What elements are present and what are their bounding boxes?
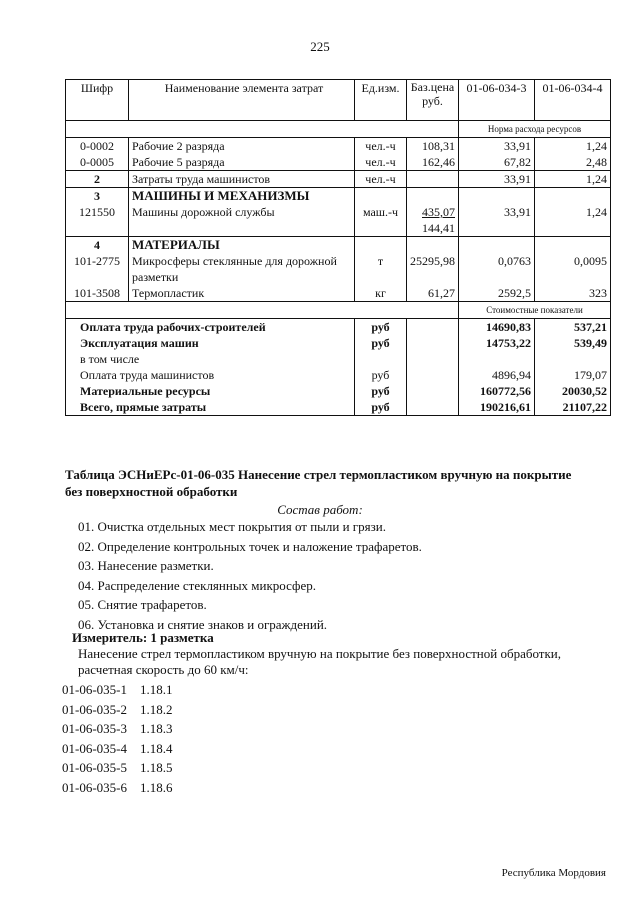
summary-row: Материальные ресурсы руб 160772,56 20030,52: [66, 383, 611, 399]
footer-region: Республика Мордовия: [501, 867, 606, 879]
header-col1: 01-06-034-3: [459, 80, 535, 121]
description: Нанесение стрел термопластиком вручную на покрытие без поверхностной обработки, расчетная скорость до 60 км/ч:: [78, 646, 561, 677]
section-heading: 3 МАШИНЫ И МЕХАНИЗМЫ: [66, 188, 611, 205]
list-item: 01-06-035-4 1.18.4: [62, 740, 173, 756]
list-item: 01-06-035-3 1.18.3: [62, 721, 173, 736]
resource-table: [65, 79, 611, 416]
table-row: 2 Затраты труда машинистов чел.-ч 33,91 1,24: [66, 171, 611, 188]
list-item: 02. Определение контрольных точек и наложение трафаретов.: [78, 538, 422, 554]
list-item: 01-06-035-2 1.18.2: [62, 701, 173, 717]
table-row: 121550 Машины дорожной службы маш.-ч 435,07 144,41 33,91 1,24: [66, 204, 611, 237]
list-item: 01-06-035-1 1.18.1: [62, 682, 173, 697]
table-row: 101-3508 Термопластик кг 61,27 2592,5 323: [66, 285, 611, 302]
list-item: 01. Очистка отдельных мест покрытия от пыли и грязи.: [78, 519, 386, 534]
summary-row: Всего, прямые затраты руб 190216,61 21107,22: [66, 399, 611, 416]
section-heading: 4 МАТЕРИАЛЫ: [66, 237, 611, 254]
table-row: 101-2775 Микросферы стеклянные для дорожной разметки т 25295,98 0,0763 0,0095: [66, 253, 611, 285]
list-item: 01-06-035-5 1.18.5: [62, 760, 173, 775]
table-row: 0-0002 Рабочие 2 разряда чел.-ч 108,31 33,91 1,24: [66, 138, 611, 155]
header-unit: Ед.изм.: [355, 80, 407, 121]
work-steps-list: [78, 517, 422, 635]
table-header-row: [66, 80, 611, 121]
header-code: Шифр: [66, 80, 129, 121]
header-base-price: Баз.цена руб.: [407, 80, 459, 121]
header-name: Наименование элемента затрат: [129, 80, 355, 121]
list-item: 06. Установка и снятие знаков и ограждений.: [78, 616, 328, 632]
composition-title: Состав работ:: [277, 502, 363, 517]
header-col2: 01-06-034-4: [535, 80, 611, 121]
table-row: 0-0005 Рабочие 5 разряда чел.-ч 162,46 67,82 2,48: [66, 154, 611, 171]
list-item: 04. Распределение стеклянных микросфер.: [78, 577, 316, 593]
list-item: 05. Снятие трафаретов.: [78, 597, 207, 613]
table-title: Таблица ЭСНиЕРс-01-06-035 Нанесение стрел термопластиком вручную на покрытие без поверхностной обработки: [65, 467, 572, 499]
summary-row: в том числе: [66, 351, 611, 367]
meter-label: Измеритель: 1 разметка: [72, 630, 214, 645]
summary-row: Эксплуатация машин руб 14753,22 539,49: [66, 335, 611, 351]
list-item: 03. Нанесение разметки.: [78, 558, 214, 574]
summary-row: Оплата труда рабочих-строителей руб 14690,83 537,21: [66, 319, 611, 336]
list-item: 01-06-035-6 1.18.6: [62, 779, 173, 795]
codes-list: [62, 680, 173, 797]
norm-label: Норма расхода ресурсов: [459, 121, 611, 138]
summary-row: Оплата труда машинистов руб 4896,94 179,07: [66, 367, 611, 383]
cost-label: Стоимостные показатели: [459, 302, 611, 319]
page-number: 225: [310, 39, 330, 54]
